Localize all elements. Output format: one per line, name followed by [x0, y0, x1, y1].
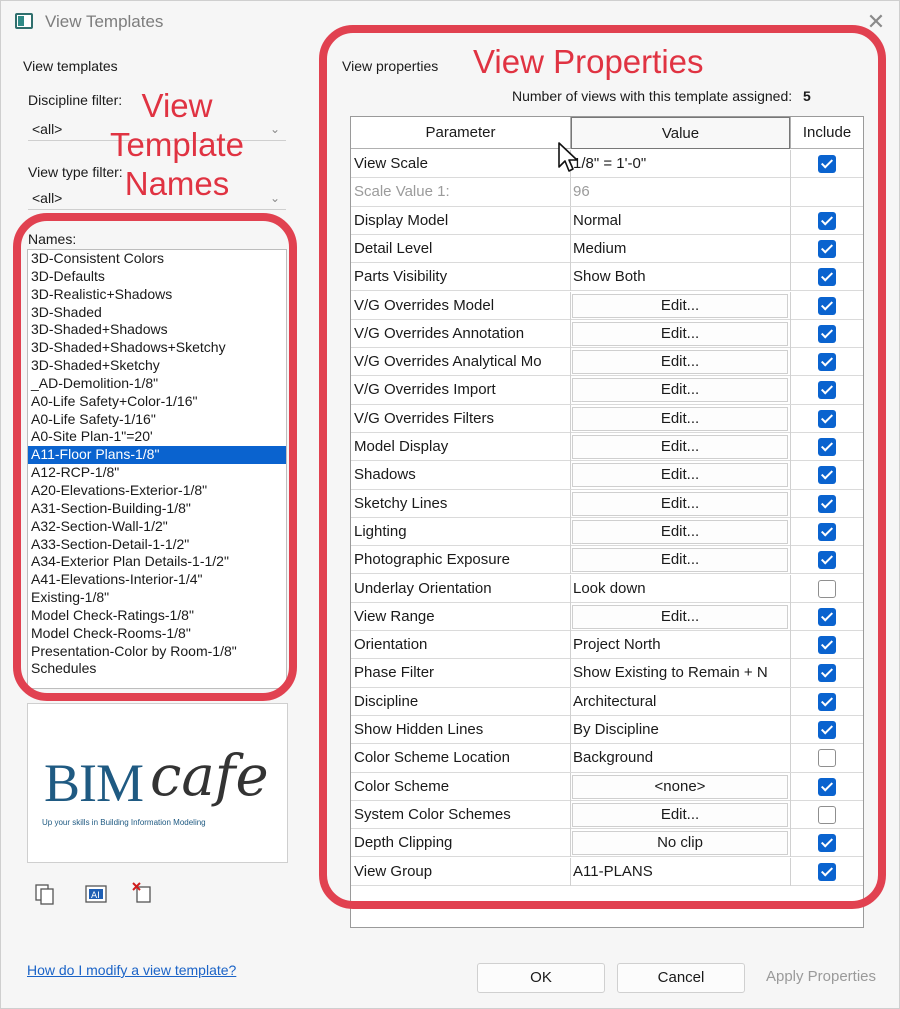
list-item[interactable]: A12-RCP-1/8" [31, 464, 120, 481]
delete-icon[interactable] [131, 881, 155, 903]
parameter-cell: Underlay Orientation [354, 579, 492, 597]
discipline-filter-label: Discipline filter: [28, 92, 123, 108]
annotation-view-properties: View Properties [473, 43, 704, 80]
parameter-cell: Model Display [354, 438, 449, 455]
list-item[interactable]: A32-Section-Wall-1/2" [31, 517, 168, 534]
parameter-cell: V/G Overrides Filters [354, 409, 495, 427]
list-item[interactable]: 3D-Realistic+Shadows [31, 285, 173, 302]
list-item[interactable]: 3D-Shaded+Shadows [31, 321, 168, 338]
value-cell[interactable]: Normal [573, 211, 622, 229]
parameter-cell: Depth Clipping [354, 834, 453, 852]
parameter-cell: Parts Visibility [354, 268, 448, 286]
list-item[interactable]: Model Check-Rooms-1/8" [31, 624, 191, 641]
value-cell[interactable]: Architectural [573, 692, 657, 710]
column-header-value[interactable]: Value [571, 117, 790, 149]
list-item[interactable]: 3D-Defaults [31, 267, 105, 284]
ok-button[interactable]: OK [477, 963, 605, 993]
preview-image [27, 703, 288, 863]
discipline-filter-value: <all> [32, 121, 63, 137]
view-properties-section-label: View properties [342, 58, 439, 74]
apply-properties-button[interactable]: Apply Properties [765, 968, 877, 985]
assigned-count-value: 5 [803, 88, 811, 104]
list-item[interactable]: Model Check-Ratings-1/8" [31, 606, 194, 623]
parameter-cell: Sketchy Lines [354, 494, 448, 512]
value-cell[interactable]: Project North [573, 636, 661, 654]
list-item[interactable]: _AD-Demolition-1/8" [31, 374, 159, 391]
annotation-line: View [141, 87, 213, 124]
value-edit-button[interactable]: Edit... [572, 492, 788, 516]
rename-icon[interactable] [84, 883, 108, 905]
parameter-cell: V/G Overrides Analytical Mo [354, 353, 542, 371]
list-item[interactable]: A0-Life Safety+Color-1/16" [31, 392, 198, 409]
app-icon [15, 13, 33, 29]
value-edit-button[interactable]: No clip [572, 831, 788, 855]
parameter-cell: Display Model [354, 211, 449, 229]
svg-text:AI: AI [91, 891, 100, 901]
list-item[interactable]: 3D-Shaded+Sketchy [31, 357, 160, 374]
value-edit-button[interactable]: Edit... [572, 548, 788, 572]
duplicate-icon[interactable] [33, 883, 57, 905]
parameter-cell: Color Scheme Location [354, 749, 510, 767]
parameter-cell: V/G Overrides Import [354, 381, 496, 399]
annotation-line: Names [124, 164, 230, 202]
list-item[interactable]: Existing-1/8" [31, 589, 110, 606]
parameter-cell: Orientation [354, 636, 428, 654]
chevron-down-icon: ⌄ [269, 122, 280, 136]
parameter-cell: Discipline [354, 692, 419, 710]
value-edit-button[interactable]: <none> [572, 775, 788, 799]
chevron-down-icon: ⌄ [269, 191, 280, 205]
view-templates-section-label: View templates [23, 58, 118, 74]
list-item[interactable]: A34-Exterior Plan Details-1-1/2" [31, 553, 229, 570]
view-type-filter-label: View type filter: [28, 164, 123, 180]
annotation-view-template-names [97, 87, 257, 204]
help-link[interactable]: How do I modify a view template? [27, 962, 237, 978]
parameter-cell: View Group [354, 862, 433, 880]
value-cell[interactable]: A11-PLANS [573, 862, 653, 880]
view-type-filter-value: <all> [32, 190, 63, 206]
logo-brand-main: BIM [44, 753, 144, 813]
parameter-cell: Detail Level [354, 239, 433, 257]
value-cell[interactable]: Look down [573, 579, 646, 597]
value-edit-button[interactable]: Edit... [572, 350, 788, 374]
annotation-box-properties [319, 25, 886, 909]
value-cell: 96 [573, 183, 590, 201]
parameter-cell: Photographic Exposure [354, 551, 510, 569]
parameter-cell: View Scale [354, 155, 428, 172]
parameter-cell: Color Scheme [354, 777, 450, 795]
cancel-button[interactable]: Cancel [617, 963, 745, 993]
list-item[interactable]: Presentation-Color by Room-1/8" [31, 642, 237, 659]
value-edit-button[interactable]: Edit... [572, 407, 788, 431]
list-item[interactable]: A0-Life Safety-1/16" [31, 410, 156, 427]
value-cell[interactable]: Medium [573, 239, 627, 257]
logo-brand-script: cafe [150, 744, 269, 809]
annotation-line: Template [110, 125, 244, 163]
column-header-include[interactable]: Include [790, 117, 863, 149]
list-item[interactable]: 3D-Consistent Colors [31, 250, 165, 266]
value-cell[interactable]: Show Existing to Remain + N [573, 664, 768, 682]
list-item[interactable]: A41-Elevations-Interior-1/4" [31, 571, 203, 588]
value-edit-button[interactable]: Edit... [572, 803, 788, 827]
mouse-cursor-icon [557, 141, 579, 175]
list-item[interactable]: A33-Section-Detail-1-1/2" [31, 535, 190, 552]
annotation-box-names [13, 213, 297, 701]
value-cell[interactable]: By Discipline [573, 721, 659, 738]
list-item[interactable]: 3D-Shaded [31, 303, 102, 320]
parameter-cell: System Color Schemes [354, 805, 511, 823]
value-edit-button[interactable]: Edit... [572, 520, 788, 544]
value-edit-button[interactable]: Edit... [572, 463, 788, 487]
parameter-cell: Scale Value 1: [354, 183, 450, 201]
parameter-cell: Lighting [354, 522, 407, 540]
parameter-cell: View Range [354, 607, 435, 625]
parameter-cell: Shadows [354, 466, 416, 484]
value-edit-button[interactable]: Edit... [572, 294, 788, 318]
list-item[interactable]: A31-Section-Building-1/8" [31, 499, 191, 516]
parameter-cell: V/G Overrides Annotation [354, 324, 525, 342]
parameter-cell: Phase Filter [354, 664, 435, 682]
value-cell[interactable]: 1/8" = 1'-0" [573, 155, 647, 172]
list-item[interactable]: A20-Elevations-Exterior-1/8" [31, 481, 208, 498]
list-item[interactable]: Schedules [31, 660, 97, 677]
value-cell[interactable]: Background [573, 749, 654, 767]
names-label: Names: [28, 231, 77, 247]
list-item[interactable]: 3D-Shaded+Shadows+Sketchy [31, 339, 226, 356]
list-item[interactable]: A0-Site Plan-1"=20' [31, 428, 153, 445]
logo-tagline: Up your skills in Building Information Modeling [42, 818, 206, 827]
value-edit-button[interactable]: Edit... [572, 435, 788, 459]
value-edit-button[interactable]: Edit... [572, 605, 788, 629]
assigned-count-text: Number of views with this template assigned: [512, 88, 793, 104]
list-item[interactable]: A11-Floor Plans-1/8" [28, 446, 286, 464]
value-cell[interactable]: Show Both [573, 268, 646, 286]
window-title: View Templates [45, 12, 164, 31]
parameter-cell: V/G Overrides Model [354, 296, 495, 314]
column-header-parameter[interactable]: Parameter [351, 117, 571, 149]
value-edit-button[interactable]: Edit... [572, 378, 788, 402]
close-icon[interactable]: ✕ [866, 9, 886, 34]
value-edit-button[interactable]: Edit... [572, 322, 788, 346]
parameter-cell: Show Hidden Lines [354, 721, 484, 738]
